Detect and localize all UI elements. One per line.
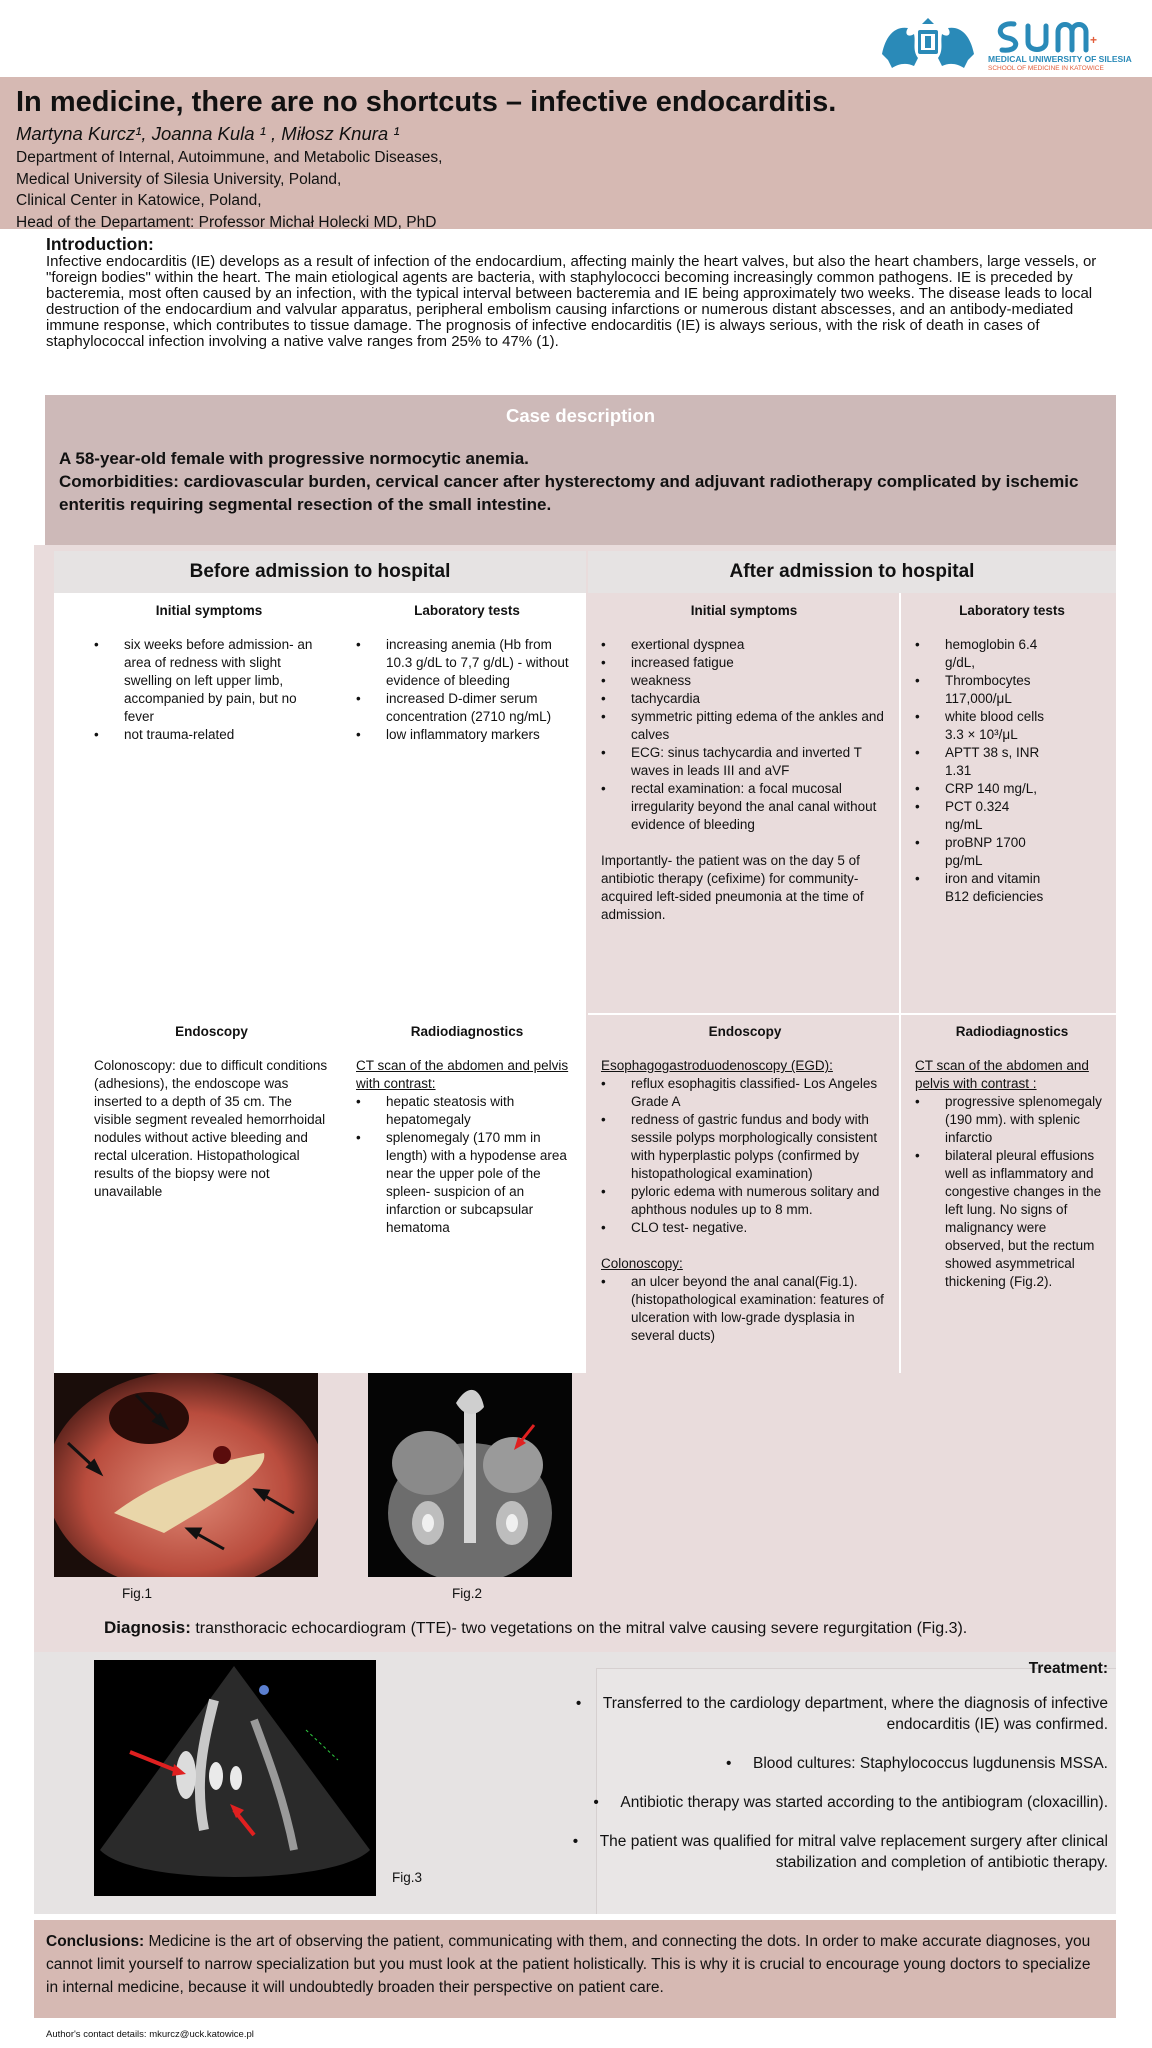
radio-lead: CT scan of the abdomen and pelvis with contrast:	[356, 1058, 569, 1091]
list-item: • ECG: sinus tachycardia and inverted T waves in leads III and aVF	[601, 744, 887, 780]
case-title: Case description	[505, 405, 656, 426]
list-item: • splenomegaly (170 mm in length) with a hypodense area near the upper pole of the spleen- suspicion of an infarction or subcapsular hematoma	[356, 1129, 578, 1237]
diagnosis	[104, 1618, 967, 1638]
case-line-1: A 58-year-old female with progressive normocytic anemia.	[59, 449, 529, 468]
colonoscopy-lead: Colonoscopy:	[601, 1256, 683, 1271]
treatment-item-text: Blood cultures: Staphylococcus lugdunensis MSSA.	[753, 1755, 1108, 1772]
conclusions-text: Medicine is the art of observing the patient, communicating with them, and connecting the dots. In order to make accurate diagnoses, you cannot limit yourself to narrow specialization but you must look at the patient holistically. This is why it is crucial to encourage young doctors to specialize in internal medicine, because it will undoubtedly broaden their perspective on patient care.	[46, 1933, 1091, 1996]
introduction-section	[46, 234, 1110, 350]
treatment-heading: Treatment:	[1028, 1660, 1108, 1677]
before-symptoms	[94, 602, 324, 744]
diagnosis-text: transthoracic echocardiogram (TTE)- two vegetations on the mitral valve causing severe regurgitation (Fig.3).	[190, 1620, 968, 1637]
treatment-item: • The patient was qualified for mitral valve replacement surgery after clinical stabilization and completion of antibiotic therapy.	[572, 1833, 1108, 1871]
column-title: Initial symptoms	[690, 603, 798, 618]
after-symptoms	[601, 602, 887, 924]
list-item: • proBNP 1700 pg/mL	[915, 834, 1049, 870]
treatment-item-text: The patient was qualified for mitral valve replacement surgery after clinical stabilization and completion of antibiotic therapy.	[599, 1833, 1108, 1871]
column-title: Initial symptoms	[155, 603, 263, 618]
after-labs	[915, 602, 1109, 906]
treatment-section	[530, 1658, 1108, 1891]
affiliation-line: Department of Internal, Autoimmune, and Metabolic Diseases,	[16, 149, 443, 166]
treatment-item-text: Antibiotic therapy was started according to the antibiogram (cloxacillin).	[620, 1794, 1108, 1811]
list-item: • Thrombocytes 117,000/μL	[915, 672, 1049, 708]
before-radiodiagnostics	[356, 1023, 578, 1237]
list-item: • PCT 0.324 ng/mL	[915, 798, 1049, 834]
row-divider	[588, 1013, 1116, 1015]
affiliation-line: Head of the Departament: Professor Michał Holecki MD, PhD	[16, 213, 437, 231]
case-body	[45, 435, 1116, 516]
poster-title: In medicine, there are no shortcuts – infective endocarditis.	[16, 86, 837, 118]
list-item: • rectal examination: a focal mucosal irregularity beyond the anal canal without evidence of bleeding	[601, 780, 887, 834]
column-title: Laboratory tests	[959, 603, 1065, 618]
poster-header	[0, 77, 1152, 229]
column-title: Laboratory tests	[414, 603, 520, 618]
list-item: • hepatic steatosis with hepatomegaly	[356, 1093, 578, 1129]
list-item: • six weeks before admission- an area of redness with slight swelling on left upper limb, accompanied by pain, but no fever	[94, 636, 324, 726]
authors: Martyna Kurcz¹, Joanna Kula ¹ , Miłosz Knura ¹	[16, 123, 400, 144]
list-item: • bilateral pleural effusions well as inflammatory and congestive changes in the left lung. No signs of malignancy were observed, but the rectum showed asymmetrical thickening (Fig.2).	[915, 1147, 1109, 1291]
before-admission-header: Before admission to hospital	[54, 551, 586, 593]
figure-2-caption: Fig.2	[452, 1586, 483, 1601]
introduction-heading: Introduction:	[46, 234, 154, 254]
logo-name: MEDICAL UNIWERSITY OF SILESIA	[988, 54, 1132, 64]
list-item: • iron and vitamin B12 deficiencies	[915, 870, 1049, 906]
list-item: • hemoglobin 6.4 g/dL,	[915, 636, 1049, 672]
radio-lead: CT scan of the abdomen and pelvis with contrast :	[915, 1058, 1089, 1091]
list-item: • progressive splenomegaly (190 mm). with splenic infarctio	[915, 1093, 1109, 1147]
list-item: • weakness	[601, 672, 887, 690]
list-item: • an ulcer beyond the anal canal(Fig.1). (histopathological examination: features of ulceration with low-grade dysplasia in several ducts)	[601, 1273, 889, 1345]
affiliation-line: Medical University of Silesia University, Poland,	[16, 170, 342, 188]
contact-details: Author's contact details: mkurcz@uck.katowice.pl	[46, 2029, 254, 2040]
case-description	[45, 395, 1116, 545]
svg-text:+: +	[1090, 33, 1098, 47]
column-title: Radiodiagnostics	[410, 1024, 524, 1039]
figure-1-endoscopy-image	[54, 1373, 318, 1577]
list-item: • reflux esophagitis classified- Los Angeles Grade A	[601, 1075, 889, 1111]
before-labs	[356, 602, 578, 744]
symptoms-note: Importantly- the patient was on the day 5 of antibiotic therapy (cefixime) for community-acquired left-sided pneumonia at the time of admission.	[601, 853, 864, 922]
treatment-item-text: Transferred to the cardiology department, where the diagnosis of infective endocarditis (IE) was confirmed.	[602, 1695, 1108, 1733]
after-admission-header: After admission to hospital	[588, 551, 1116, 593]
column-title: Endoscopy	[175, 1024, 248, 1039]
case-line-2: Comorbidities: cardiovascular burden, cervical cancer after hysterectomy and adjuvant radiotherapy complicated by ischemic enteritis requiring segmental resection of the small intestine.	[59, 472, 1079, 514]
list-item: • increasing anemia (Hb from 10.3 g/dL to 7,7 g/dL) - without evidence of bleeding	[356, 636, 578, 690]
column-title: Radiodiagnostics	[955, 1024, 1069, 1039]
figure-3-echocardiogram-image	[94, 1660, 376, 1896]
list-item: • not trauma-related	[94, 726, 324, 744]
list-item: • tachycardia	[601, 690, 887, 708]
diagnosis-label: Diagnosis:	[104, 1618, 191, 1637]
affiliation-line: Clinical Center in Katowice, Poland,	[16, 192, 262, 209]
after-radiodiagnostics	[915, 1023, 1109, 1291]
list-item: • low inflammatory markers	[356, 726, 578, 744]
introduction-text: Infective endocarditis (IE) develops as a result of infection of the endocardium, affecting mainly the heart valves, but also the heart chambers, large vessels, or "foreign bodies" within the heart. The main etiological agents are bacteria, with staphylococci becoming increasingly common pathogens. IE is preceded by bacteremia, most often caused by an infection, with the typical interval between bacteremia and IE being approximately two weeks. The disease leads to local destruction of the endocardium and valvular apparatus, peripheral embolism causing infarctions or numerous distant abscesses, and an antibody-mediated immune response, which contributes to tissue damage. The prognosis of infective endocarditis (IE) is always serious, with the risk of death in cases of staphylococcal infection involving a native valve ranges from 25% to 47% (1).	[46, 253, 1097, 350]
list-item: • white blood cells 3.3 × 10³/μL	[915, 708, 1049, 744]
conclusions-label: Conclusions:	[46, 1933, 145, 1950]
egd-lead: Esophagogastroduodenoscopy (EGD):	[601, 1058, 833, 1073]
list-item: • increased fatigue	[601, 654, 887, 672]
treatment-item: • Transferred to the cardiology department, where the diagnosis of infective endocarditis (IE) was confirmed.	[575, 1695, 1108, 1733]
after-endoscopy	[601, 1023, 889, 1345]
figure-3-caption: Fig.3	[392, 1870, 423, 1885]
list-item: • APTT 38 s, INR 1.31	[915, 744, 1049, 780]
column-title: Endoscopy	[708, 1024, 782, 1039]
list-item: • CRP 140 mg/L,	[915, 780, 1049, 798]
list-item: • redness of gastric fundus and body with sessile polyps morphologically consistent with hyperplastic polyps (confirmed by histopathological examination)	[601, 1111, 889, 1183]
figure-1-caption: Fig.1	[122, 1586, 153, 1601]
endoscopy-text: Colonoscopy: due to difficult conditions (adhesions), the endoscope was inserted to a depth of 35 cm. The visible segment revealed hemorrhoidal nodules without active bleeding and rectal ulceration. Histopathological results of the biopsy were not unavailable	[94, 1058, 328, 1199]
list-item: • symmetric pitting edema of the ankles and calves	[601, 708, 887, 744]
list-item: • CLO test- negative.	[601, 1219, 889, 1237]
treatment-item: • Antibiotic therapy was started according to the antibiogram (cloxacillin).	[593, 1794, 1108, 1811]
treatment-item: • Blood cultures: Staphylococcus lugdunensis MSSA.	[726, 1755, 1108, 1772]
logo-subtitle: SCHOOL OF MEDICINE IN KATOWICE	[988, 65, 1104, 72]
before-endoscopy	[94, 1023, 329, 1201]
university-logo	[878, 14, 1140, 74]
list-item: • exertional dyspnea	[601, 636, 887, 654]
column-divider	[899, 593, 901, 1373]
figure-2-ct-image	[368, 1373, 572, 1577]
list-item: • pyloric edema with numerous solitary and aphthous nodules up to 8 mm.	[601, 1183, 889, 1219]
conclusions-section	[34, 1920, 1116, 2018]
list-item: • increased D-dimer serum concentration (2710 ng/mL)	[356, 690, 578, 726]
